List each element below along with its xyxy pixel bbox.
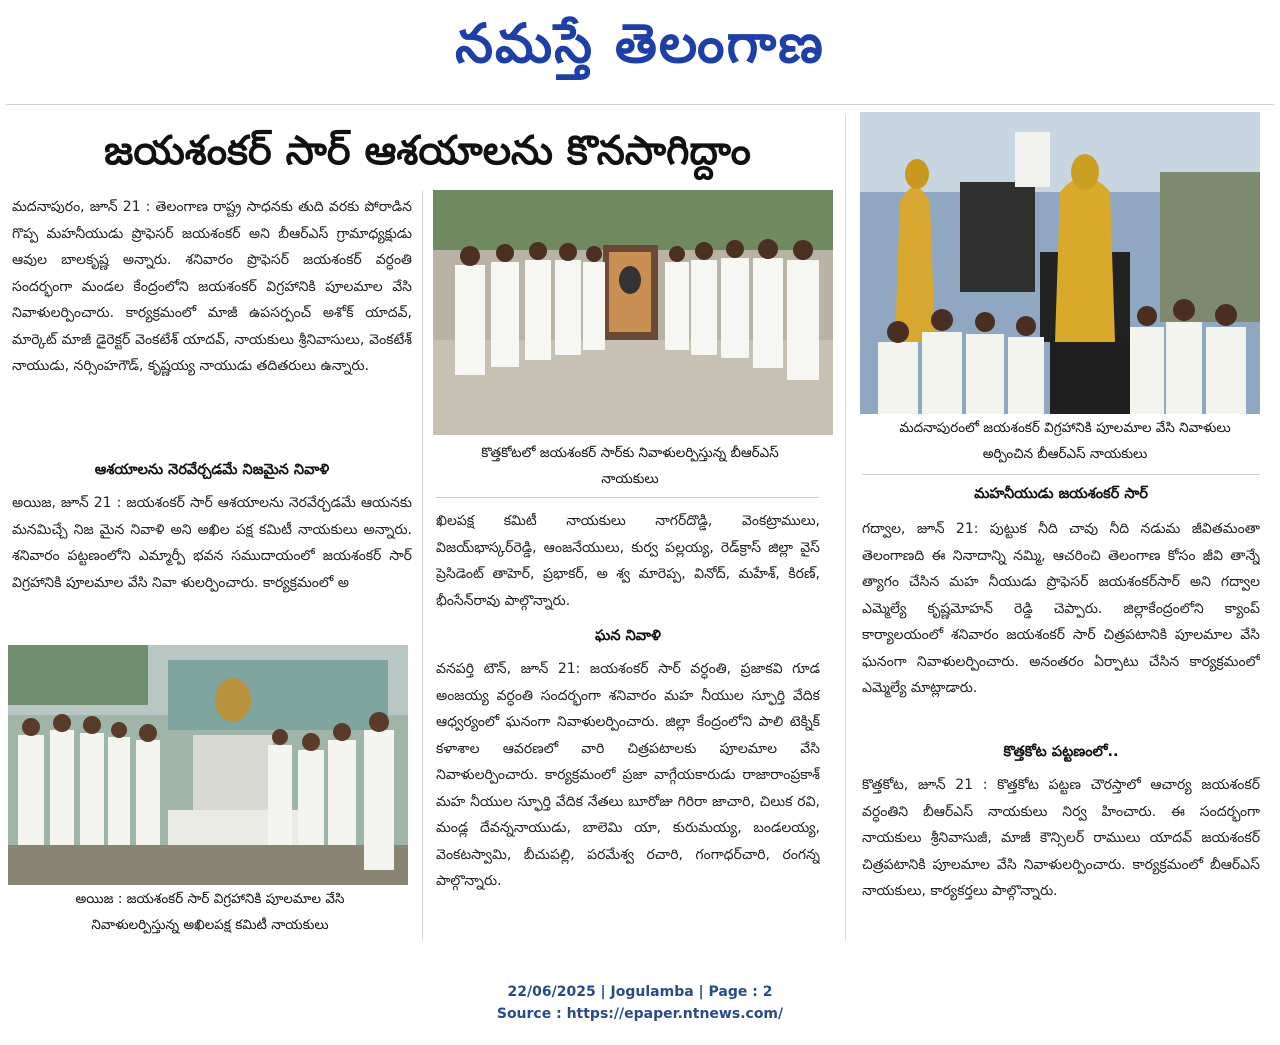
- masthead-divider: [6, 104, 1274, 105]
- subheading: కొత్తకోట పట్టణంలో..: [1003, 744, 1119, 760]
- subheading: ఘన నివాళి: [595, 628, 661, 644]
- article-paragraph: అయిజ, జూన్ 21 : జయశంకర్ సార్ ఆశయాలను నెరవేర్చడమే ఆయనకు మనమిచ్చే నిజ మైన నివాళి అని అఖిల పక్ష కమిటీ నాయకులు అన్నారు. శనివారం పట్టణంలోని ఎమ్మార్పీ భవన సముదాయంలో జయశంకర్ సార్ విగ్రహానికి పూలమాల వేసి నివా ళులర్పించారు. కార్యక్రమంలో అ: [12, 495, 412, 591]
- news-photo-kothakota: [433, 190, 833, 435]
- masthead-title: నమస్తే తెలంగాణ: [455, 11, 825, 75]
- column-divider: [845, 115, 846, 940]
- footer-source: Source : https://epaper.ntnews.com/: [496, 1006, 784, 1022]
- subheading: ఆశయాలను నెరవేర్చడమే నిజమైన నివాళి: [94, 462, 330, 478]
- article-paragraph: ఖిలపక్ష కమిటీ నాయకులు నాగర్‌దొడ్డి, వెంకట్రాములు, విజయ్‌భాస్కర్‌రెడ్డి, ఆంజనేయులు, కుర్వ పల్లయ్య, రెడ్‌క్రాస్ జిల్లా వైస్ ప్రెసిడెంట్ తాహెర్, ప్రభాకర్, అ శ్వ మారెప్ప, వినోద్, మహేశ్, కిరణ్, భీంసేన్‌రావు పాల్గొన్నారు.: [436, 513, 820, 609]
- photo-caption: మదనాపురంలో జయశంకర్ విగ్రహానికి పూలమాల వేసి నివాళులు అర్పించిన బీఆర్ఎస్ నాయకులు: [899, 420, 1231, 462]
- article-paragraph: వనపర్తి టౌన్, జూన్ 21: జయశంకర్ సార్ వర్ధంతి, ప్రజాకవి గూడ అంజయ్య వర్ధంతి సందర్భంగా శనివారం మహ నీయుల స్ఫూర్తి వేదిక ఆధ్వర్యంలో ఘనంగా నివాళులర్పించారు. జిల్లా కేంద్రంలోని పాలి టెక్నిక్ కళాశాల ఆవరణలో వారి చిత్రపటాలకు పూలమాల వేసి నివాళులర్పించారు. కార్యక్రమంలో ప్రజా వాగ్గేయకారుడు రాజారాంప్రకాశ్ మహ నీయుల స్ఫూర్తి వేదిక నేతలు బూరోజు గిరిరా జాచారి, చిలుక రవి, మండ్ల దేవన్ననాయుడు, బాలెమి యా, కురుమయ్య, బండలయ్య, వెంకటస్వామి, బీచుపల్లి, పరమేశ్వ రచారి, గంగాధర్‌చారి, రంగన్న పాల్గొన్నారు.: [436, 661, 820, 889]
- photo-caption: కొత్తకోటలో జయశంకర్ సార్‌కు నివాళులర్పిస్తున్న బీఆర్ఎస్ నాయకులు: [481, 445, 779, 487]
- column-divider: [422, 190, 423, 940]
- subheading: మహనీయుడు జయశంకర్ సార్: [974, 486, 1148, 502]
- footer-date-edition: 22/06/2025 | Jogulamba | Page : 2: [507, 984, 773, 1000]
- article-paragraph: మదనాపురం, జూన్ 21 : తెలంగాణ రాష్ట్ర సాధనకు తుది వరకు పోరాడిన గొప్ప మహనీయుడు ప్రొఫెసర్ జయశంకర్ అని బీఆర్ఎస్ గ్రామాధ్యక్షుడు ఆవుల బాలకృష్ణ అన్నారు. శనివారం ప్రొఫెసర్ జయశంకర్ వర్ధంతి సందర్భంగా మండల కేంద్రంలోని జయశంకర్ విగ్రహానికి పూలమాల వేసి నివాళులర్పించారు. కార్యక్రమంలో మాజీ ఉపసర్పంచ్ అశోక్ యాదవ్, మార్కెట్ మాజీ డైరెక్టర్ వెంకటేశ్ యాదవ్, నాయకులు శ్రీనివాసులు, వెంకటేశ్ నాయుడు, నర్సింహగౌడ్, కృష్ణయ్య నాయుడు తదితరులు ఉన్నారు.: [12, 199, 412, 374]
- article-paragraph: గద్వాల, జూన్ 21: పుట్టుక నీది చావు నీది నడుమ జీవితమంతా తెలంగాణది ఈ నినాదాన్ని నమ్మి, ఆచరించి తెలంగాణ కోసం జీవి తాన్నే త్యాగం చేసిన మహ నీయుడు ప్రొఫెసర్ జయశంకర్‌సార్ అని గద్వాల ఎమ్మెల్యే కృష్ణమోహన్ రెడ్డి చెప్పారు. జిల్లాకేంద్రంలోని క్యాంప్ కార్యాలయంలో శనివారం జయశంకర్ సార్ చిత్రపటానికి పూలమాల వేసి ఘనంగా నివాళులర్పించారు. అనంతరం ఏర్పాటు చేసిన కార్యక్రమంలో ఎమ్మెల్యే మాట్లాడారు.: [862, 521, 1260, 696]
- news-photo-madanapuram: [860, 112, 1260, 414]
- news-photo-aija: [8, 645, 408, 885]
- photo-caption: అయిజ : జయశంకర్ సార్ విగ్రహానికి పూలమాల వేసి నివాళులర్పిస్తున్న అఖిలపక్ష కమిటీ నాయకులు: [75, 891, 345, 933]
- article-paragraph: కొత్తకోట, జూన్ 21 : కొత్తకోట పట్టణ చౌరస్తాలో ఆచార్య జయశంకర్ వర్ధంతిని బీఆర్ఎస్ నాయకులు నిర్వ హించారు. ఈ సందర్భంగా నాయకులు శ్రీనివాసుజీ, మాజీ కౌన్సిలర్ రాములు యాదవ్ జయశంకర్ చిత్రపటానికి పూలమాల వేసి నివాళులర్పించారు. కార్యక్రమంలో బీఆర్ఎస్ నాయకులు, కార్యకర్తలు పాల్గొన్నారు.: [862, 777, 1260, 899]
- caption-divider: [436, 497, 819, 498]
- caption-divider: [862, 474, 1260, 475]
- article-headline: జయశంకర్ సార్ ఆశయాలను కొనసాగిద్దాం: [104, 128, 751, 174]
